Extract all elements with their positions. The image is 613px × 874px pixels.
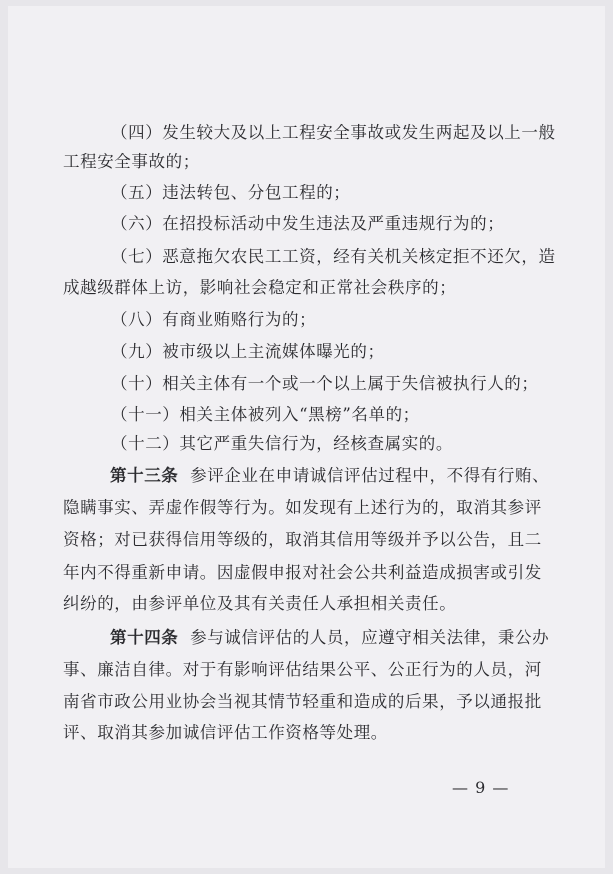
item-12: （十二）其它严重失信行为，经核查属实的。: [111, 434, 453, 453]
page-number: — 9 —: [452, 778, 510, 797]
item-4-line-2: 工程安全事故的；: [63, 152, 200, 171]
article-13-line-1: [110, 464, 549, 488]
article-13-line-2: 隐瞒事实、弄虚作假等行为。如发现有上述行为的，取消其参评: [63, 498, 542, 517]
item-5: （五）违法转包、分包工程的；: [111, 183, 351, 202]
item-6: （六）在招投标活动中发生违法及严重违规行为的；: [111, 214, 505, 233]
article-13-line-5: 纠纷的，由参评单位及其有关责任人承担相关责任。: [63, 594, 457, 613]
item-10: （十）相关主体有一个或一个以上属于失信被执行人的；: [111, 374, 539, 393]
article-14-line-1: [110, 626, 549, 650]
article-13-line-3: 资格；对已获得信用等级的，取消其信用等级并予以公告，且二: [63, 530, 542, 549]
article-14-line-4: 评、取消其参加诚信评估工作资格等处理。: [63, 723, 388, 742]
article-13-text-1: 参评企业在申请诚信评估过程中，不得有行贿、: [190, 466, 550, 485]
item-11: （十一）相关主体被列入“黑榜”名单的；: [111, 405, 420, 424]
item-9: （九）被市级以上主流媒体曝光的；: [111, 342, 385, 361]
article-14-line-3: 南省市政公用业协会当视其情节轻重和造成的后果，予以通报批: [63, 692, 542, 711]
item-7-line-1: （七）恶意拖欠农民工工资，经有关机关核定拒不还欠，造: [111, 247, 556, 266]
article-13-title: 第十三条: [110, 466, 179, 485]
article-13-line-4: 年内不得重新申请。因虚假申报对社会公共利益造成损害或引发: [63, 563, 542, 582]
item-4-line-1: （四）发生较大及以上工程安全事故或发生两起及以上一般: [111, 123, 556, 142]
item-7-line-2: 成越级群体上访，影响社会稳定和正常社会秩序的；: [63, 278, 457, 297]
article-14-text-1: 参与诚信评估的人员，应遵守相关法律，秉公办: [190, 628, 550, 647]
item-8: （八）有商业贿赂行为的；: [111, 310, 317, 329]
article-14-line-2: 事、廉洁自律。对于有影响评估结果公平、公正行为的人员，河: [63, 660, 542, 679]
article-14-title: 第十四条: [110, 628, 179, 647]
